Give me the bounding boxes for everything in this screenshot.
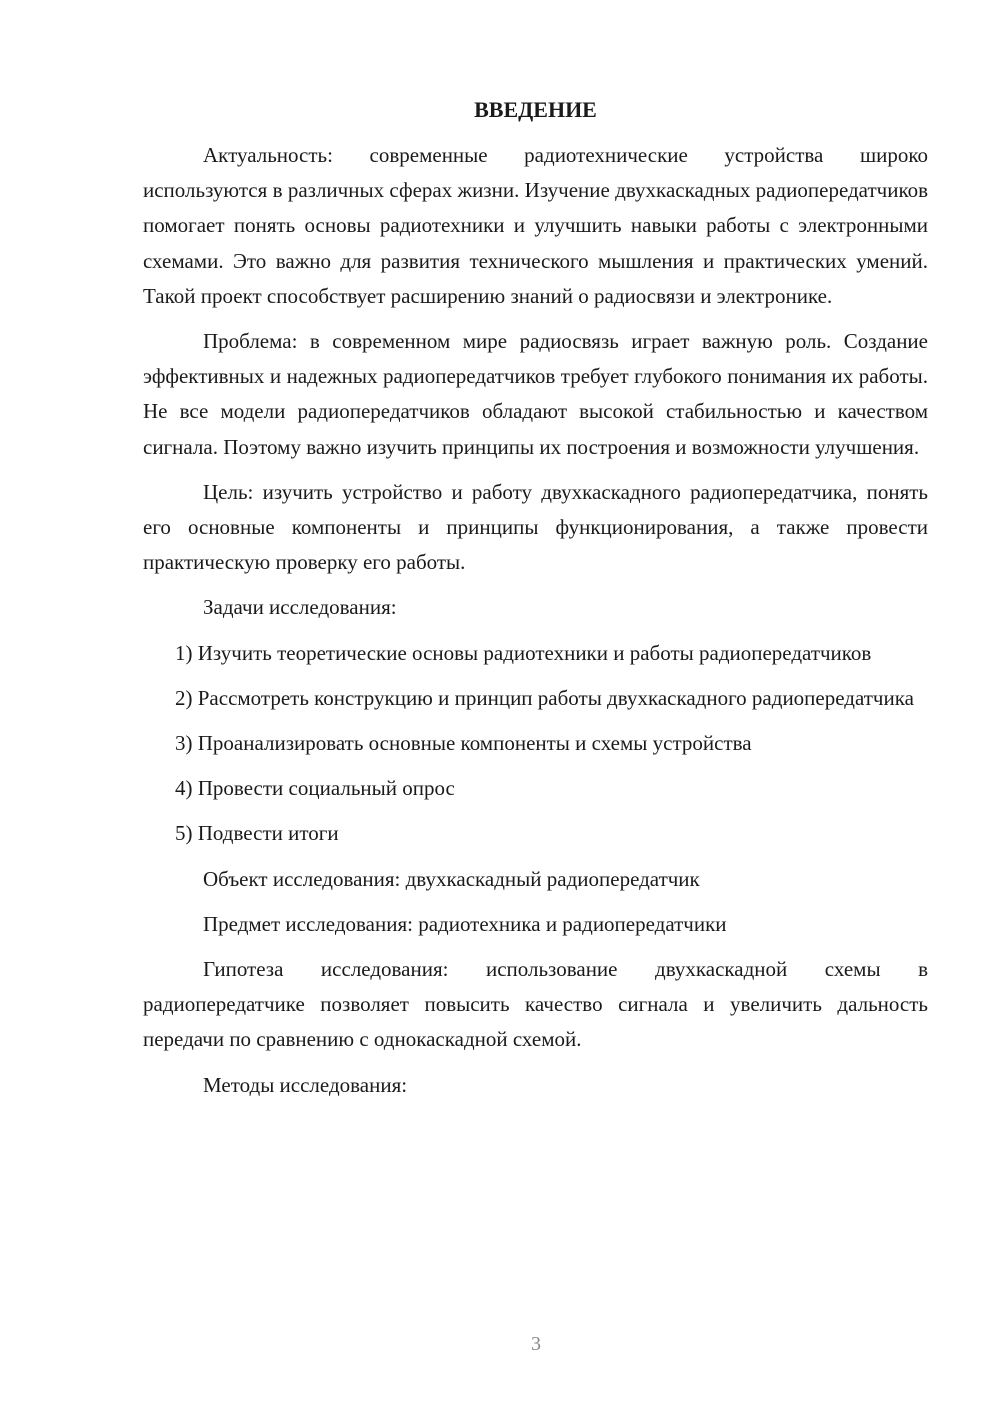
relevance-paragraph: Актуальность: современные радиотехнические устройства широко используются в различных сферах жизни. Изучение двухкаскадных радиопередатчиков помогает понять основы радиотехники и улучшить навыки работы с электронными схемами. Это важно для развития технического мышления и практических умений. Такой проект способствует расширению знаний о радиосвязи и электронике.: [143, 143, 928, 308]
task-item-1: 1) Изучить теоретические основы радиотехники и работы радиопередатчиков: [175, 640, 872, 665]
task-item-2: 2) Рассмотреть конструкцию и принцип работы двухкаскадного радиопередатчика: [175, 685, 914, 710]
goal-paragraph: Цель: изучить устройство и работу двухкаскадного радиопередатчика, понять его основные компоненты и принципы функционирования, а также провести практическую проверку его работы.: [143, 479, 928, 575]
tasks-title: Задачи исследования:: [203, 595, 397, 620]
task-item-4: 4) Провести социальный опрос: [175, 776, 455, 801]
task-item-5: 5) Подвести итоги: [175, 821, 339, 846]
section-heading: ВВЕДЕНИЕ: [474, 97, 597, 122]
document-page: [143, 94, 928, 1113]
hypothesis-paragraph: Гипотеза исследования: использование двухкаскадной схемы в радиопередатчике позволяет повысить качество сигнала и увеличить дальность передачи по сравнению с однокаскадной схемой.: [143, 957, 928, 1052]
task-item-3: 3) Проанализировать основные компоненты и схемы устройства: [175, 731, 752, 756]
page-number: 3: [531, 1333, 541, 1355]
methods-title: Методы исследования:: [203, 1072, 408, 1097]
subject-paragraph: Предмет исследования: радиотехника и радиопередатчики: [203, 911, 727, 936]
problem-paragraph: Проблема: в современном мире радиосвязь играет важную роль. Создание эффективных и надежных радиопередатчиков требует глубокого понимания их работы. Не все модели радиопередатчиков обладают высокой стабильностью и качеством сигнала. Поэтому важно изучить принципы их построения и возможности улучшения.: [143, 329, 928, 459]
object-paragraph: Объект исследования: двухкаскадный радиопередатчик: [203, 866, 700, 891]
